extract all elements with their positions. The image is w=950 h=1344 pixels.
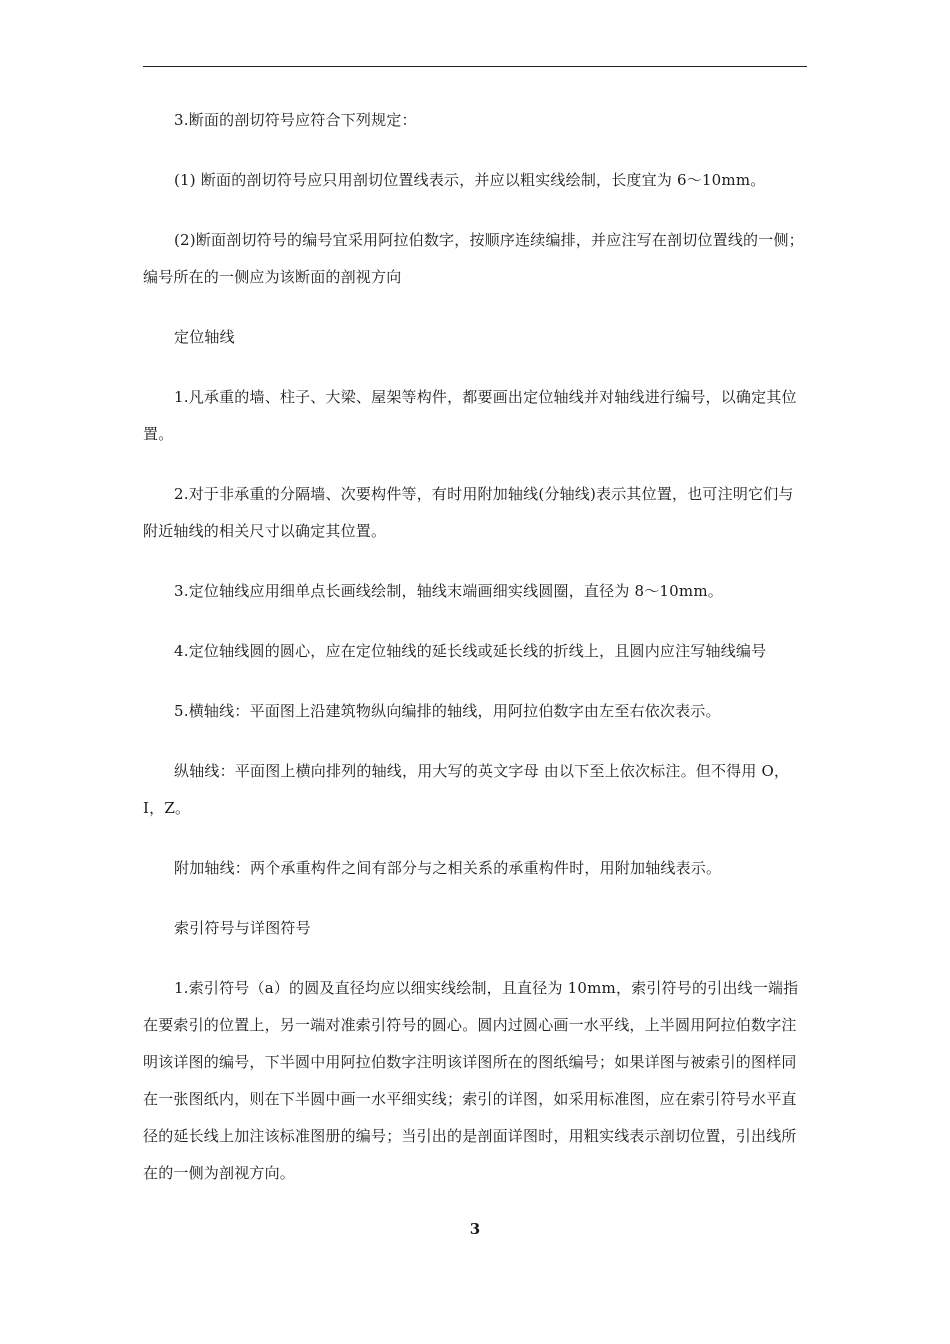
paragraph-7: 3.定位轴线应用细单点长画线绘制，轴线末端画细实线圆圈，直径为 8～10mm。 [174, 582, 723, 600]
paragraph-5: 1.凡承重的墙、柱子、大梁、屋架等构件，都要画出定位轴线并对轴线进行编号，以确定其位置。 [143, 388, 797, 443]
paragraph-11: 附加轴线：两个承重构件之间有部分与之相关系的承重构件时，用附加轴线表示。 [174, 859, 722, 877]
paragraph-3: (2)断面剖切符号的编号宜采用阿拉伯数字，按顺序连续编排，并应注写在剖切位置线的一侧；编号所在的一侧应为该断面的剖视方向 [143, 231, 804, 286]
paragraph-1: 3.断面的剖切符号应符合下列规定： [174, 111, 417, 129]
section-heading-index: 索引符号与详图符号 [174, 919, 311, 937]
paragraph-13: 1.索引符号（a）的圆及直径均应以细实线绘制，且直径为 10mm，索引符号的引出线一端指在要索引的位置上，另一端对准索引符号的圆心。圆内过圆心画一水平线，上半圆用阿拉伯数字注明该详图的编号，下半圆中用阿拉伯数字注明该详图所在的图纸编号；如果详图与被索引的图样同在一张图纸内，则在下半圆中画一水平细实线；索引的详图，如采用标准图，应在索引符号水平直径的延长线上加注该标准图册的编号；当引出的是剖面详图时，用粗实线表示剖切位置，引出线所在的一侧为剖视方向。 [143, 979, 799, 1182]
paragraph-8: 4.定位轴线圆的圆心，应在定位轴线的延长线或延长线的折线上，且圆内应注写轴线编号 [174, 642, 767, 660]
header-rule [143, 66, 807, 67]
paragraph-6: 2.对于非承重的分隔墙、次要构件等，有时用附加轴线(分轴线)表示其位置，也可注明它们与附近轴线的相关尺寸以确定其位置。 [143, 485, 794, 540]
paragraph-2: (1) 断面的剖切符号应只用剖切位置线表示，并应以粗实线绘制，长度宜为 6～10mm。 [174, 171, 766, 189]
paragraph-9: 5.横轴线：平面图上沿建筑物纵向编排的轴线，用阿拉伯数字由左至右依次表示。 [174, 702, 721, 720]
paragraph-10: 纵轴线：平面图上横向排列的轴线，用大写的英文字母 由以下至上依次标注。但不得用 O，I，Z。 [143, 762, 790, 817]
section-heading-axis: 定位轴线 [174, 328, 235, 346]
page-number: 3 [469, 1220, 481, 1238]
